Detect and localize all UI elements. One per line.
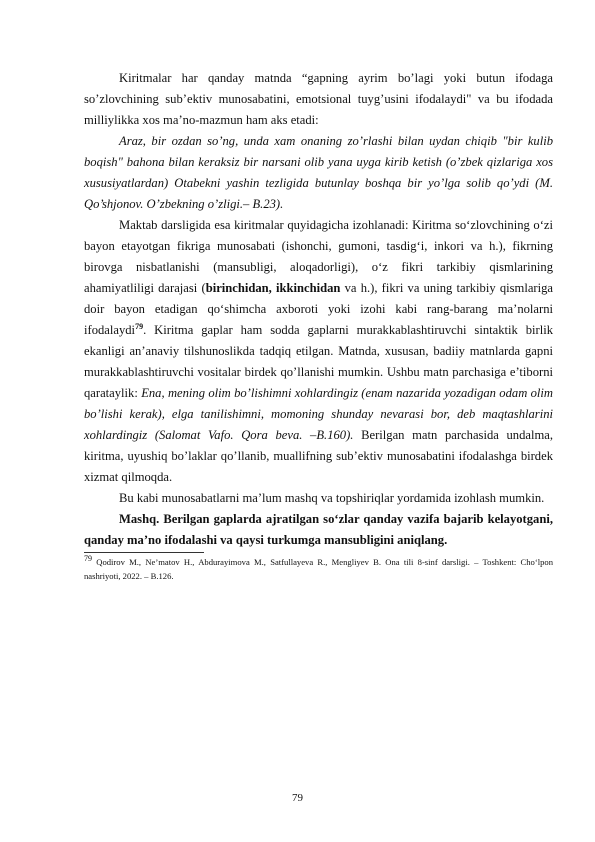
- footnote-number: 79: [84, 554, 92, 564]
- paragraph-3-part-b: va h.), fikri va uning tarkibiy qismlariga doir bayon etadigan qo‘shimcha axboroti yoki izohi kabi rang-barang ma’nolarni ifodalaydi: [84, 281, 554, 337]
- paragraph-3: [84, 215, 553, 488]
- paragraph-4: Bu kabi munosabatlarni ma’lum mashq va topshiriqlar yordamida izohlash mumkin.: [119, 491, 545, 505]
- page-body: [84, 68, 553, 583]
- paragraph-3-part-c: . Kiritma gaplar ham sodda gaplarni murakkablashtiruvchi sintaktik birlik ekanligi an’anaviy tilshunoslikda tadqiq etilgan. Matnda, xususan, badiiy matnlarda gapni murakkablashtiruvchi vositalar birdek qo’llanishi mumkin. Ushbu matn parchasiga e’tiborni qarataylik:: [84, 323, 553, 400]
- paragraph-3-part-a: Maktab darsligida esa kiritmalar quyidagicha izohlanadi: Kiritma so‘zlovchining o‘zi bayon etayotgan fikriga munosabati (ishonchi, gumoni, tasdig‘i, inkori va h.), fikrning birovga nisbatlanishi (mansubligi, aloqadorligi), o‘z fikri tarkibiy qismlarining ahamiyatliligi darajasi (: [84, 218, 553, 295]
- footnote: [84, 555, 553, 583]
- example-quote-2: Ena, mening olim bo’lishimni xohlardingiz (enam nazarida yozadigan odam olim bo’lishi kerak), elga tanilishimni, momoning shunday nevarasi bor, deb maqtashlarini xohlardingiz (Salomat Vafo. Qora beva. –B.160).: [84, 386, 554, 442]
- paragraph-3-part-d: Berilgan matn parchasida undalma, kiritma, uyushiq bo’laklar qo’llanib, muallifning sub’ektiv munosabatini ifodalashga birdek xizmat qilmoqda.: [84, 428, 554, 484]
- bold-phrase: birinchidan, ikkinchidan: [205, 281, 341, 295]
- example-quote-1: Araz, bir ozdan so’ng, unda xam onaning zo’rlashi bilan uydan chiqib "bir kulib boqish" bahona bilan keraksiz bir narsani olib yana uyga kirib ketish (o’zbek qizlariga xos xususiyatlardan) Otabekni yashin tezligida butunlay boshqa bir yo’lga solib qo’ydi (M. Qo’shjonov. O’zbekning o’zligi.– B.23).: [84, 134, 553, 211]
- paragraph-1: Kiritmalar har qanday matnda “gapning ayrim bo’lagi yoki butun ifodaga so’zlovchining sub’ektiv munosabatini, emotsional tuyg’usini ifodalaydi" va bu ifodada milliylikka xos ma’no-mazmun ham aks etadi:: [84, 71, 553, 127]
- exercise-heading: Mashq. Berilgan gaplarda ajratilgan so‘zlar qanday vazifa bajarib kelayotgani, qanday ma’no ifodalashi va qaysi turkumga mansubligini aniqlang.: [84, 512, 553, 547]
- footnote-ref[interactable]: 79: [135, 321, 144, 331]
- footnote-divider: [84, 552, 204, 553]
- footnote-text: Qodirov M., Ne’matov H., Abdurayimova M., Satfullayeva R., Mengliyev B. Ona tili 8-sinf darsligi. – Toshkent: Cho‘lpon nashriyoti, 2022. – B.126.: [84, 557, 553, 581]
- page-number: 79: [292, 792, 303, 804]
